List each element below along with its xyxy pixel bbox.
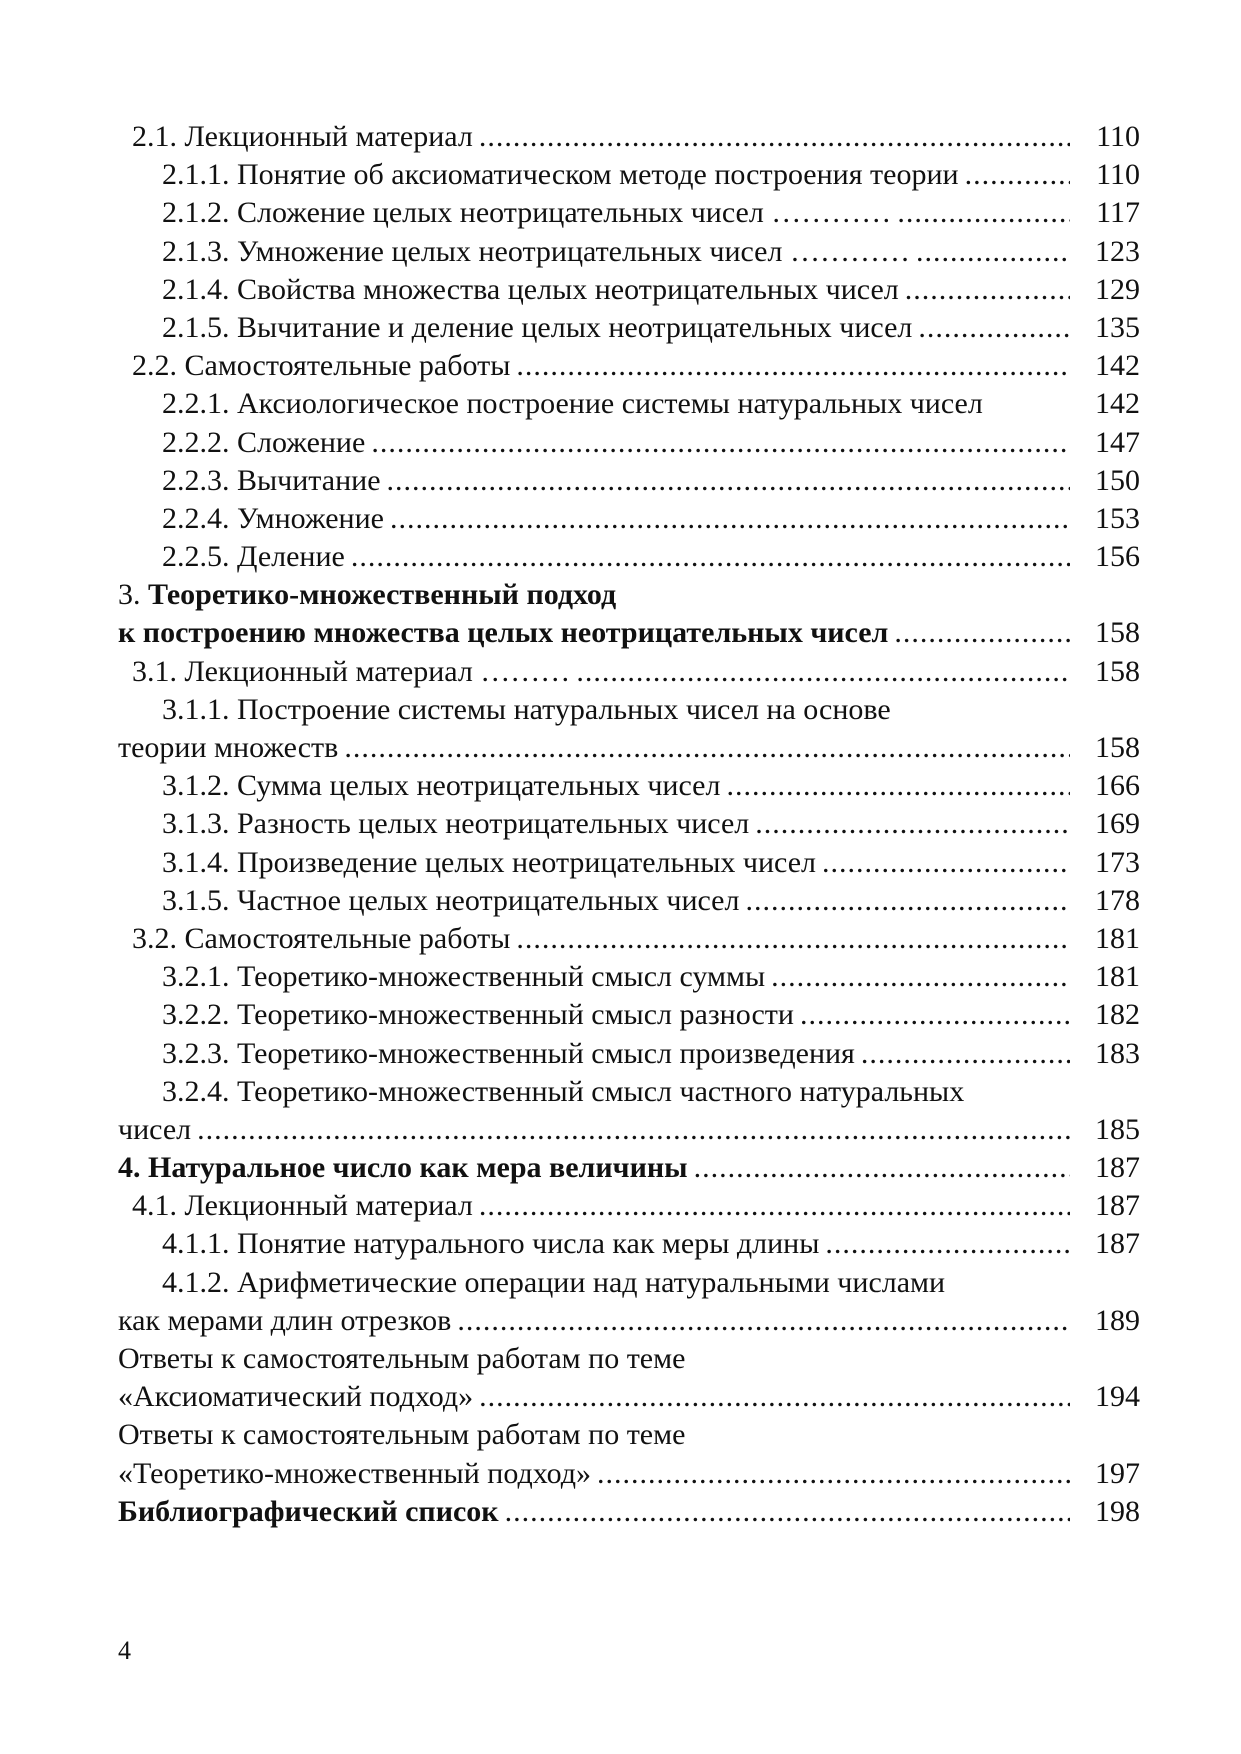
toc-entry-label: 2.2.1. Аксиологическое построение системы натуральных чисел: [162, 387, 983, 421]
toc-entry-page: 169: [1095, 807, 1140, 841]
toc-entry-label: 2.2. Самостоятельные работы: [132, 349, 511, 383]
dot-leader: [516, 920, 1070, 958]
toc-entry[interactable]: [118, 1302, 1140, 1340]
toc-entry[interactable]: [118, 1149, 1140, 1187]
toc-entry-page: 123: [1095, 234, 1140, 268]
toc-entry-title: [162, 156, 965, 194]
toc-entry-label: 3.1.5. Частное целых неотрицательных чисел: [162, 883, 740, 917]
toc-entry-title: [132, 920, 516, 958]
toc-entry-label: 2.2.4. Умножение: [162, 501, 384, 535]
toc-entry-label: 3.2.3. Теоретико-множественный смысл произведения: [162, 1036, 855, 1070]
toc-entry-title: [132, 118, 479, 156]
toc-entry-title: [162, 691, 897, 729]
toc-entry[interactable]: [118, 118, 1140, 156]
toc-entry-page: 156: [1095, 540, 1140, 574]
toc-entry-label: 3.1.4. Произведение целых неотрицательных чисел: [162, 845, 816, 879]
dot-leader: [505, 1493, 1070, 1531]
toc-entry-label: 4.1. Лекционный материал: [132, 1189, 473, 1223]
dot-leader: [597, 1455, 1070, 1493]
dot-leader: [822, 844, 1070, 882]
toc-entry[interactable]: [118, 1187, 1140, 1225]
table-of-contents: [118, 118, 1140, 1531]
toc-entry[interactable]: [118, 920, 1140, 958]
toc-entry-label: 3.1.2. Сумма целых неотрицательных чисел: [162, 769, 721, 803]
toc-entry-page: 183: [1095, 1036, 1140, 1070]
toc-entry-label: 3.2.2. Теоретико-множественный смысл разности: [162, 998, 794, 1032]
dot-leader: [916, 233, 1070, 271]
toc-entry[interactable]: [118, 1264, 1140, 1302]
toc-entry[interactable]: [118, 1340, 1140, 1378]
toc-entry[interactable]: [118, 1416, 1140, 1454]
toc-entry-title: [132, 653, 576, 691]
toc-entry-title: [118, 1416, 691, 1454]
toc-entry-page: 187: [1095, 1227, 1140, 1261]
toc-entry-label: «Аксиоматический подход»: [118, 1380, 474, 1414]
toc-entry-label: Ответы к самостоятельным работам по теме: [118, 1418, 686, 1452]
toc-entry-title: [162, 233, 916, 271]
dot-leader: [457, 1302, 1070, 1340]
toc-entry-page: 117: [1096, 196, 1140, 230]
toc-entry-title: [118, 1340, 691, 1378]
toc-entry-title: [118, 1302, 457, 1340]
toc-entry-page: 153: [1095, 501, 1140, 535]
toc-entry-title: [162, 1264, 951, 1302]
dot-leader: [387, 462, 1070, 500]
toc-entry-page: 135: [1095, 310, 1140, 344]
toc-entry[interactable]: [118, 271, 1140, 309]
toc-entry-label: 2.2.2. Сложение: [162, 425, 366, 459]
toc-entry-label: 3.2.1. Теоретико-множественный смысл суммы: [162, 960, 766, 994]
toc-entry-title: [162, 844, 822, 882]
dot-leader: [371, 424, 1070, 462]
toc-entry[interactable]: [118, 1378, 1140, 1416]
toc-entry-label: Теоретико-множественный подход: [148, 578, 617, 612]
toc-entry[interactable]: [118, 233, 1140, 271]
toc-entry-title: [118, 576, 622, 614]
toc-entry-title: [118, 1493, 505, 1531]
dot-leader: [351, 538, 1070, 576]
toc-entry-title: [162, 958, 771, 996]
toc-entry-title: [118, 1378, 479, 1416]
toc-entry-title: [162, 1073, 970, 1111]
page-number: 4: [118, 1636, 131, 1665]
toc-entry-title: [162, 500, 390, 538]
toc-entry-title: [118, 729, 344, 767]
dot-leader: [197, 1111, 1070, 1149]
toc-entry[interactable]: [118, 462, 1140, 500]
toc-entry-label: 2.1.2. Сложение целых неотрицательных чисел …………: [162, 196, 892, 230]
toc-entry-title: [162, 996, 800, 1034]
dot-leader: [479, 1187, 1070, 1225]
toc-entry-label: 3.2. Самостоятельные работы: [132, 921, 511, 955]
dot-leader: [694, 1149, 1070, 1187]
toc-entry-title: [162, 309, 918, 347]
toc-entry[interactable]: [118, 424, 1140, 462]
toc-entry-title: [162, 767, 726, 805]
dot-leader: [576, 653, 1070, 691]
toc-entry-label: к построению множества целых неотрицательных чисел: [118, 616, 889, 650]
toc-entry[interactable]: [118, 347, 1140, 385]
toc-entry-page: 187: [1095, 1189, 1140, 1223]
toc-entry[interactable]: [118, 691, 1140, 729]
dot-leader: [905, 271, 1070, 309]
toc-entry-title: [118, 1149, 694, 1187]
toc-entry-page: 178: [1095, 883, 1140, 917]
toc-entry-title: [162, 1035, 861, 1073]
toc-entry-page: 173: [1095, 845, 1140, 879]
toc-entry-page: 158: [1095, 654, 1140, 688]
toc-entry-title: [118, 614, 894, 652]
dot-leader: [918, 309, 1070, 347]
toc-entry-title: [162, 882, 745, 920]
toc-entry-page: 158: [1095, 616, 1140, 650]
dot-leader: [390, 500, 1070, 538]
toc-entry-page: 142: [1095, 387, 1140, 421]
toc-entry[interactable]: [118, 1225, 1140, 1263]
toc-entry-label: 3.2.4. Теоретико-множественный смысл частного натуральных: [162, 1074, 965, 1108]
dot-leader: [755, 805, 1070, 843]
toc-entry-label: 3.1. Лекционный материал ………: [132, 654, 571, 688]
toc-entry-label: 4. Натуральное число как мера величины: [118, 1151, 688, 1185]
toc-entry-label: 2.2.3. Вычитание: [162, 463, 381, 497]
toc-entry-page: 129: [1095, 272, 1140, 306]
toc-entry[interactable]: [118, 1035, 1140, 1073]
toc-entry-title: [162, 462, 387, 500]
toc-entry[interactable]: [118, 538, 1140, 576]
toc-entry-page: 181: [1095, 921, 1140, 955]
dot-leader: [771, 958, 1070, 996]
toc-entry-page: 158: [1095, 731, 1140, 764]
toc-entry-title: [132, 1187, 479, 1225]
toc-entry-page: 181: [1095, 960, 1140, 994]
toc-entry[interactable]: [118, 767, 1140, 805]
dot-leader: [726, 767, 1070, 805]
toc-entry-title: [118, 1111, 197, 1149]
toc-entry-page: 194: [1095, 1380, 1140, 1414]
toc-entry-label: теории множеств: [118, 731, 339, 764]
toc-entry-page: 189: [1095, 1303, 1140, 1337]
toc-entry-label: 2.1. Лекционный материал: [132, 120, 473, 153]
toc-entry-page: 197: [1095, 1456, 1140, 1490]
toc-entry-label: 2.1.5. Вычитание и деление целых неотрицательных чисел: [162, 310, 913, 344]
toc-entry[interactable]: [118, 1493, 1140, 1531]
toc-entry-title: [162, 271, 905, 309]
toc-entry-title: [162, 194, 897, 232]
dot-leader: [479, 1378, 1070, 1416]
toc-entry[interactable]: [118, 844, 1140, 882]
toc-entry-label: 2.1.3. Умножение целых неотрицательных чисел …………: [162, 234, 910, 268]
toc-entry-title: [162, 1225, 825, 1263]
toc-entry-label: 4.1.1. Понятие натурального числа как меры длины: [162, 1227, 820, 1261]
toc-entry-title: [118, 1455, 597, 1493]
toc-entry[interactable]: [118, 385, 1140, 423]
toc-entry-label: 2.2.5. Деление: [162, 540, 345, 574]
toc-entry-label: Библиографический список: [118, 1494, 499, 1528]
toc-entry-number: 3.: [118, 578, 148, 612]
dot-leader: [344, 729, 1070, 767]
toc-entry[interactable]: [118, 576, 1140, 614]
toc-entry[interactable]: [118, 309, 1140, 347]
toc-entry-title: [132, 347, 516, 385]
toc-entry-title: [162, 805, 755, 843]
dot-leader: [897, 194, 1070, 232]
toc-entry-page: 110: [1096, 120, 1140, 153]
dot-leader: [894, 614, 1070, 652]
dot-leader: [800, 996, 1070, 1034]
toc-entry-page: 182: [1095, 998, 1140, 1032]
toc-entry[interactable]: [118, 996, 1140, 1034]
toc-entry-title: [162, 424, 371, 462]
toc-entry[interactable]: [118, 1455, 1140, 1493]
toc-entry[interactable]: [118, 500, 1140, 538]
dot-leader: [861, 1035, 1070, 1073]
toc-entry-label: 3.1.3. Разность целых неотрицательных чисел: [162, 807, 750, 841]
toc-entry-label: 4.1.2. Арифметические операции над натуральными числами: [162, 1265, 946, 1299]
toc-entry-page: 110: [1096, 158, 1140, 192]
toc-entry-page: 147: [1095, 425, 1140, 459]
toc-entry-page: 150: [1095, 463, 1140, 497]
toc-entry-label: чисел: [118, 1112, 192, 1146]
toc-entry[interactable]: [118, 653, 1140, 691]
toc-entry-label: как мерами длин отрезков: [118, 1303, 452, 1337]
dot-leader: [965, 156, 1070, 194]
toc-entry-label: «Теоретико-множественный подход»: [118, 1456, 591, 1490]
toc-entry[interactable]: [118, 882, 1140, 920]
toc-entry-page: 166: [1095, 769, 1140, 803]
dot-leader: [745, 882, 1070, 920]
toc-entry-title: [162, 538, 351, 576]
toc-entry[interactable]: [118, 805, 1140, 843]
toc-entry[interactable]: [118, 1111, 1140, 1149]
toc-entry-page: 185: [1095, 1112, 1140, 1146]
dot-leader: [825, 1225, 1070, 1263]
toc-entry[interactable]: [118, 729, 1140, 767]
toc-entry-label: 2.1.1. Понятие об аксиоматическом методе построения теории: [162, 158, 959, 192]
toc-entry[interactable]: [118, 614, 1140, 652]
toc-entry[interactable]: [118, 156, 1140, 194]
dot-leader: [479, 118, 1070, 156]
toc-entry-page: 198: [1095, 1494, 1140, 1528]
toc-entry-title: [162, 385, 989, 423]
toc-entry[interactable]: [118, 958, 1140, 996]
toc-entry-label: 3.1.1. Построение системы натуральных чисел на основе: [162, 692, 891, 726]
toc-entry-label: 2.1.4. Свойства множества целых неотрицательных чисел: [162, 272, 899, 306]
toc-entry-page: 142: [1095, 349, 1140, 383]
toc-entry-label: Ответы к самостоятельным работам по теме: [118, 1342, 686, 1375]
toc-entry[interactable]: [118, 1073, 1140, 1111]
toc-entry-page: 187: [1095, 1151, 1140, 1185]
toc-entry[interactable]: [118, 194, 1140, 232]
dot-leader: [516, 347, 1070, 385]
